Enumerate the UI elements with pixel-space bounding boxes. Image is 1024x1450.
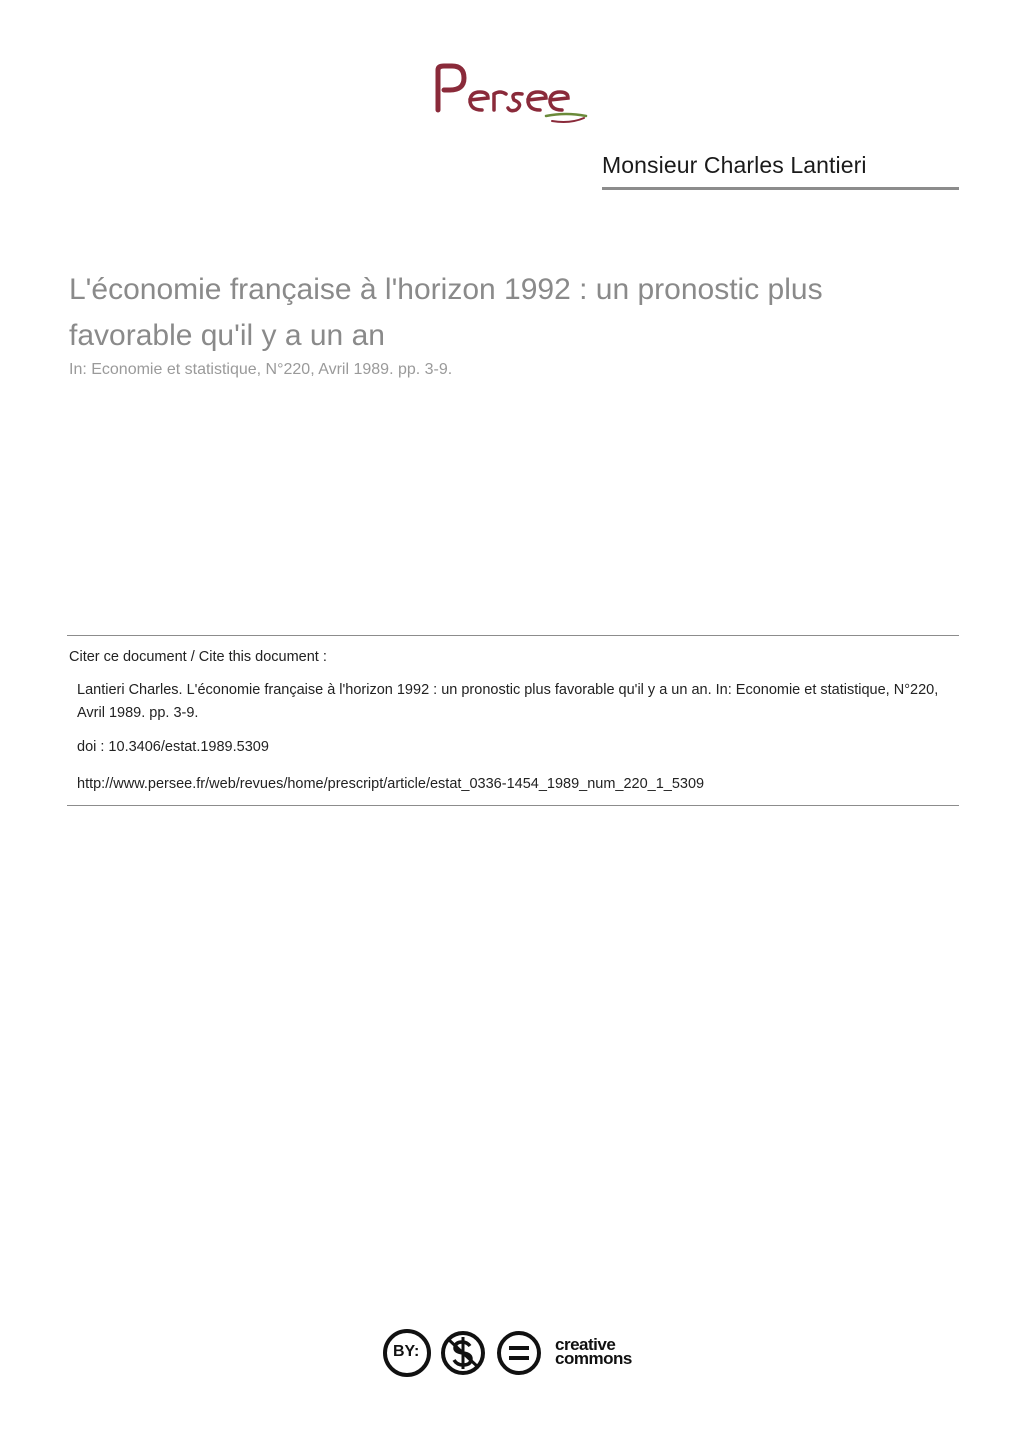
cc-nd-icon [495,1329,543,1377]
cc-by-label: BY: [393,1343,420,1360]
article-source: In: Economie et statistique, N°220, Avril 1989. pp. 3-9. [69,361,453,378]
cc-wordmark-line2: commons [555,1349,632,1368]
article-title: L'économie française à l'horizon 1992 : un pronostic plus favorable qu'il y a un an [69,273,823,352]
cc-wordmark-line1: creative [555,1335,616,1354]
citation-url[interactable]: http://www.persee.fr/web/revues/home/prescript/article/estat_0336-1454_1989_num_220_1_5309 [77,776,705,792]
citation-heading: Citer ce document / Cite this document : [69,649,327,665]
cc-wordmark [555,1335,632,1368]
author-name: Monsieur Charles Lantieri [602,152,867,178]
cc-by-icon [383,1329,431,1377]
author-block [602,152,959,190]
citation-reference: Lantieri Charles. L'économie française à l'horizon 1992 : un pronostic plus favorable qu'il y a un an. In: Economie et statistique, N°220, Avril 1989. pp. 3-9. [77,682,939,721]
creative-commons-badge[interactable] [383,1327,645,1383]
persee-logo [430,58,590,130]
citation-doi[interactable]: doi : 10.3406/estat.1989.5309 [77,739,269,755]
citation-section [67,635,959,806]
cc-nc-icon [439,1329,487,1377]
